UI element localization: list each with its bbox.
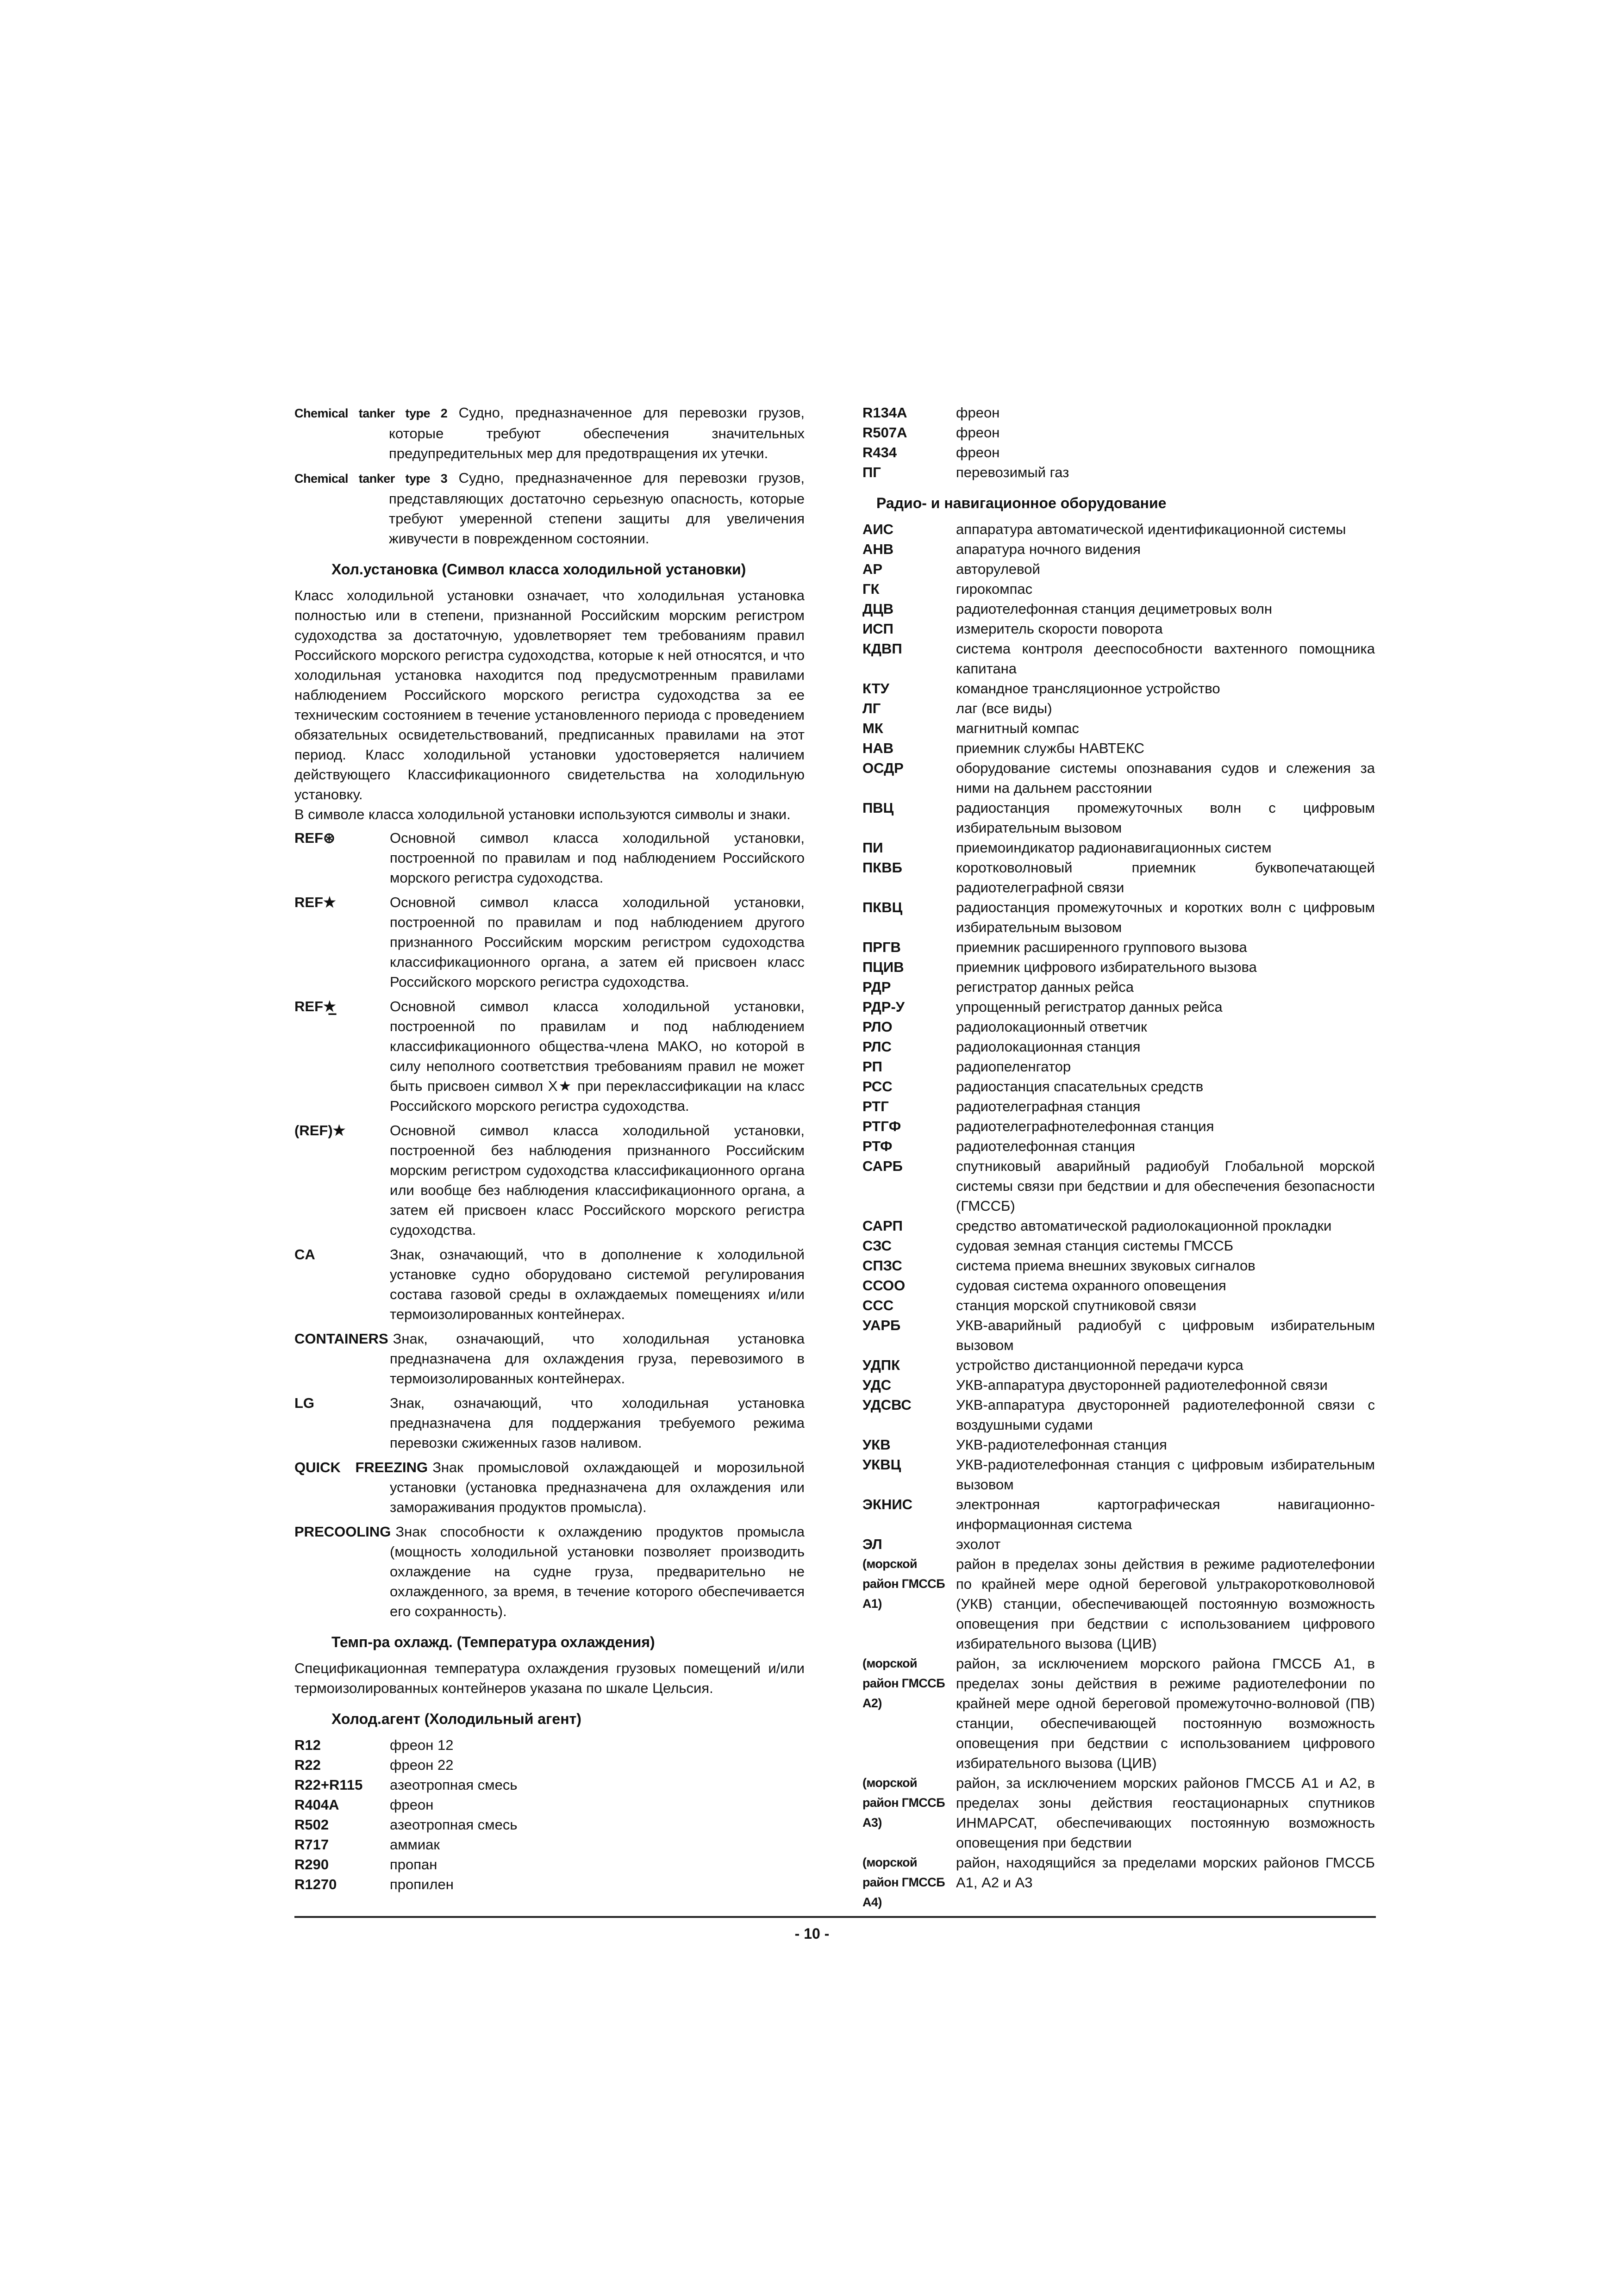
list-item	[862, 619, 1375, 639]
list-item	[862, 1554, 1375, 1654]
list-description: оборудование системы опознавания судов и слежения за ними на дальнем расстоянии	[956, 760, 1375, 796]
list-term: РТГ	[862, 1098, 889, 1114]
list-item	[862, 937, 1375, 957]
list-item	[862, 798, 1375, 838]
list-item	[862, 698, 1375, 718]
list-description: Знак, означающий, что холодильная установка предназначена для поддержания требуемого режима перевозки сжиженных газов наливом.	[390, 1395, 805, 1451]
list-item	[294, 1775, 805, 1795]
list-item	[294, 1755, 805, 1775]
list-term: R507A	[862, 424, 907, 441]
symbol-list	[294, 828, 805, 1621]
list-item	[862, 1375, 1375, 1395]
list-item	[294, 1120, 805, 1240]
list-description: район, находящийся за пределами морских районов ГМССБ А1, А2 и А3	[956, 1854, 1375, 1891]
list-term: REF★	[294, 894, 336, 910]
list-description: магнитный компас	[956, 720, 1079, 736]
list-item	[294, 996, 805, 1116]
list-description: приемник службы НАВТЕКС	[956, 740, 1145, 756]
list-term: R134A	[862, 404, 907, 421]
list-description: Знак, означающий, что в дополнение к холодильной установке судно оборудовано системой регулирования состава газовой среды в охлаждаемых помещениях и/или термоизолированных контейнерах.	[390, 1246, 805, 1322]
list-description: электронная картографическая навигационно-информационная система	[956, 1496, 1375, 1532]
list-item	[862, 639, 1375, 678]
list-item	[862, 423, 1375, 442]
list-description: район в пределах зоны действия в режиме радиотелефонии по крайней мере одной береговой ультракоротковолновой (УКВ) станции, обеспечивающей постоянную возможность оповещения при бедствии с использованием цифрового избирательного вызова (ЦИВ)	[956, 1556, 1375, 1652]
list-description: система приема внешних звуковых сигналов	[956, 1257, 1255, 1274]
list-description: фреон 22	[390, 1757, 454, 1773]
list-term: КДВП	[862, 641, 902, 657]
list-description: Основной символ класса холодильной установки, построенной по правилам и под наблюдением Российского морского регистра судоходства.	[390, 830, 805, 886]
list-description: измеритель скорости поворота	[956, 621, 1163, 637]
list-term: ССС	[862, 1297, 894, 1313]
list-term: R22+R115	[294, 1777, 363, 1793]
list-term: РЛС	[862, 1039, 892, 1055]
list-item	[862, 858, 1375, 897]
list-term: РТГФ	[862, 1118, 901, 1134]
right-column	[862, 403, 1375, 1912]
list-item	[862, 977, 1375, 997]
list-term: УДПК	[862, 1357, 900, 1373]
refrig-heading: Хол.установка (Символ класса холодильной установки)	[331, 561, 746, 578]
list-term: СПЗС	[862, 1257, 902, 1274]
list-term: QUICK FREEZING	[294, 1459, 428, 1475]
tanker-list	[294, 403, 805, 548]
list-term: МК	[862, 720, 883, 736]
list-term: (морской район ГМССБ А4)	[862, 1855, 945, 1909]
list-item	[862, 519, 1375, 539]
list-term: R290	[294, 1856, 329, 1873]
footer-rule	[294, 1916, 1376, 1918]
list-description: пропилен	[390, 1876, 454, 1892]
list-item	[862, 1853, 1375, 1912]
list-term: ПВЦ	[862, 800, 894, 816]
list-term: R1270	[294, 1876, 337, 1892]
list-term: КТУ	[862, 680, 889, 697]
radio-heading: Радио- и навигационное оборудование	[876, 495, 1167, 511]
list-item	[862, 1295, 1375, 1315]
list-term: ОСДР	[862, 760, 904, 776]
list-item	[862, 1494, 1375, 1534]
list-description: приемник расширенного группового вызова	[956, 939, 1247, 955]
list-item	[862, 403, 1375, 423]
list-term: R717	[294, 1836, 329, 1853]
list-item	[862, 1455, 1375, 1494]
list-term: УДС	[862, 1377, 892, 1393]
list-description: фреон	[956, 444, 1000, 460]
tanker-entry	[294, 468, 805, 548]
list-item	[294, 1874, 805, 1894]
tanker-term: Chemical tanker type 2	[294, 406, 448, 420]
list-item	[862, 1435, 1375, 1455]
list-term: R12	[294, 1737, 321, 1753]
list-description: авторулевой	[956, 561, 1040, 577]
list-item	[862, 1216, 1375, 1236]
list-term: УДСВС	[862, 1397, 912, 1413]
list-item	[294, 1815, 805, 1835]
list-description: фреон	[956, 404, 1000, 421]
list-item	[294, 1457, 805, 1517]
list-description: азеотропная смесь	[390, 1817, 518, 1833]
list-term: СЗС	[862, 1238, 892, 1254]
list-description: перевозимый газ	[956, 464, 1069, 480]
list-item	[294, 1244, 805, 1324]
list-item	[862, 1256, 1375, 1276]
list-term: РП	[862, 1058, 882, 1075]
list-description: гирокомпас	[956, 581, 1033, 597]
list-term: R22	[294, 1757, 321, 1773]
list-term: ССОО	[862, 1277, 906, 1294]
list-description: район, за исключением морских районов ГМССБ А1 и А2, в пределах зоны действия геостационарных спутников ИНМАРСАТ, обеспечивающих постоянную возможность оповещения при бедствии	[956, 1775, 1375, 1851]
list-description: азеотропная смесь	[390, 1777, 518, 1793]
list-description: радиотелеграфная станция	[956, 1098, 1141, 1114]
list-description: радиостанция промежуточных и коротких волн с цифровым избирательным вызовом	[956, 899, 1375, 935]
list-description: УКВ-радиотелефонная станция с цифровым избирательным вызовом	[956, 1456, 1375, 1493]
list-item	[862, 462, 1375, 482]
list-item	[862, 1315, 1375, 1355]
list-term: АНВ	[862, 541, 894, 557]
list-item	[862, 1076, 1375, 1096]
list-term: (морской район ГМССБ А2)	[862, 1656, 945, 1710]
list-item	[862, 1395, 1375, 1435]
list-term: ПРГВ	[862, 939, 901, 955]
tanker-entry	[294, 403, 805, 463]
list-item	[294, 1329, 805, 1388]
list-term: САРБ	[862, 1158, 903, 1174]
left-column	[294, 403, 805, 1894]
list-term: ПГ	[862, 464, 881, 480]
list-term: LG	[294, 1395, 315, 1411]
refrig-paragraph-2: В символе класса холодильной установки используются символы и знаки.	[294, 806, 791, 822]
list-item	[862, 1136, 1375, 1156]
list-description: упрощенный регистратор данных рейса	[956, 999, 1223, 1015]
list-item	[862, 1276, 1375, 1295]
list-item	[862, 1037, 1375, 1057]
list-description: УКВ-радиотелефонная станция	[956, 1437, 1167, 1453]
list-description: радиолокационный ответчик	[956, 1019, 1147, 1035]
list-term: ЛГ	[862, 700, 881, 716]
list-description: фреон 12	[390, 1737, 454, 1753]
list-description: приемник цифрового избирательного вызова	[956, 959, 1257, 975]
list-description: аммиак	[390, 1836, 440, 1853]
list-term: (морской район ГМССБ А3)	[862, 1776, 945, 1829]
list-description: УКВ-аппаратура двусторонней радиотелефонной связи	[956, 1377, 1328, 1393]
list-item	[862, 559, 1375, 579]
list-item	[294, 892, 805, 992]
list-term: CA	[294, 1246, 315, 1263]
list-term: R434	[862, 444, 897, 460]
list-term: ГК	[862, 581, 880, 597]
list-term: УКВЦ	[862, 1456, 901, 1473]
list-description: район, за исключением морского района ГМССБ А1, в пределах зоны действия в режиме радиотелефонии по крайней мере одной береговой промежуточно-волновой (ПВ) станции, обеспечивающей постоянную возможность оповещения при бедствии с использованием цифрового избирательного вызова (ЦИВ)	[956, 1655, 1375, 1771]
list-term: ЭЛ	[862, 1536, 882, 1552]
list-item	[862, 738, 1375, 758]
list-term: ИСП	[862, 621, 893, 637]
list-description: радиолокационная станция	[956, 1039, 1141, 1055]
list-description: фреон	[390, 1797, 434, 1813]
freon-list	[862, 403, 1375, 482]
list-term: R404A	[294, 1797, 339, 1813]
list-term: REF⊛	[294, 830, 335, 846]
list-description: УКВ-аппаратура двусторонней радиотелефонной связи с воздушными судами	[956, 1397, 1375, 1433]
list-description: коротковолновый приемник буквопечатающей радиотелеграфной связи	[956, 859, 1375, 896]
list-item	[294, 1393, 805, 1453]
list-description: фреон	[956, 424, 1000, 441]
list-term: РТФ	[862, 1138, 893, 1154]
list-description: лаг (все виды)	[956, 700, 1052, 716]
list-item	[862, 838, 1375, 858]
list-item	[862, 579, 1375, 599]
list-term: ПЦИВ	[862, 959, 904, 975]
list-item	[862, 1355, 1375, 1375]
list-description: спутниковый аварийный радиобуй Глобальной морской системы связи при бедствии и для обеспечения безопасности (ГМССБ)	[956, 1158, 1375, 1214]
list-item	[294, 1854, 805, 1874]
list-item	[862, 1156, 1375, 1216]
list-term: УАРБ	[862, 1317, 901, 1333]
tanker-term: Chemical tanker type 3	[294, 472, 448, 485]
list-item	[294, 1522, 805, 1621]
list-item	[862, 599, 1375, 619]
list-description: система контроля дееспособности вахтенного помощника капитана	[956, 641, 1375, 677]
list-description: командное трансляционное устройство	[956, 680, 1220, 697]
list-description: устройство дистанционной передачи курса	[956, 1357, 1243, 1373]
list-item	[862, 957, 1375, 977]
agent-heading: Холод.агент (Холодильный агент)	[331, 1711, 581, 1727]
list-item	[862, 758, 1375, 798]
list-item	[294, 1795, 805, 1815]
agent-list	[294, 1735, 805, 1894]
page-number: - 10 -	[794, 1925, 830, 1942]
list-term: УКВ	[862, 1437, 891, 1453]
list-term: REF★̲	[294, 998, 336, 1014]
list-description: регистратор данных рейса	[956, 979, 1134, 995]
list-term: РДР	[862, 979, 891, 995]
temp-heading: Темп-ра охлажд. (Температура охлаждения)	[331, 1634, 655, 1650]
list-item	[862, 1116, 1375, 1136]
list-item	[862, 1773, 1375, 1853]
list-term: АИС	[862, 521, 894, 537]
list-term: САРП	[862, 1218, 903, 1234]
list-description: апаратура ночного видения	[956, 541, 1141, 557]
list-term: РДР-У	[862, 999, 905, 1015]
list-description: Основной символ класса холодильной установки, построенной без наблюдения признанного Российским морским регистром судоходства классификационного органа или вообще без наблюдения классификационного органа, а затем ей присвоен класс Российского морского регистра судоходства.	[390, 1122, 805, 1238]
list-item	[294, 1835, 805, 1854]
list-description: Знак способности к охлаждению продуктов промысла (мощность холодильной установки позволяет производить охлаждение на судне груза, предварительно не охлажденного, за время, в течение которого обеспечивается его сохранность).	[390, 1524, 805, 1619]
list-description: станция морской спутниковой связи	[956, 1297, 1197, 1313]
list-description: Знак промысловой охлаждающей и морозильной установки (установка предназначена для охлаждения или замораживания продуктов промысла).	[390, 1459, 805, 1515]
list-item	[862, 1096, 1375, 1116]
list-description: эхолот	[956, 1536, 1001, 1552]
temp-paragraph: Спецификационная температура охлаждения грузовых помещений и/или термоизолированных контейнеров указана по шкале Цельсия.	[294, 1660, 805, 1696]
list-item	[294, 1735, 805, 1755]
list-term: CONTAINERS	[294, 1331, 388, 1347]
list-term: ПКВЦ	[862, 899, 903, 915]
list-term: R502	[294, 1817, 329, 1833]
list-description: радиостанция спасательных средств	[956, 1078, 1204, 1095]
list-description: средство автоматической радиолокационной прокладки	[956, 1218, 1332, 1234]
list-item	[862, 539, 1375, 559]
abbr-list	[862, 519, 1375, 1912]
list-description: пропан	[390, 1856, 437, 1873]
list-item	[862, 678, 1375, 698]
list-term: РСС	[862, 1078, 893, 1095]
list-description: приемоиндикатор радионавигационных систем	[956, 840, 1272, 856]
list-item	[294, 828, 805, 888]
list-description: радиостанция промежуточных волн с цифровым избирательным вызовом	[956, 800, 1375, 836]
list-term: ПКВБ	[862, 859, 902, 876]
tanker-description: Судно, предназначенное для перевозки грузов, представляющих достаточно серьезную опасность, которые требуют умеренной степени защиты для увеличения живучести в поврежденном состоянии.	[389, 470, 805, 547]
list-term: НАВ	[862, 740, 894, 756]
list-description: судовая система охранного оповещения	[956, 1277, 1226, 1294]
list-description: УКВ-аварийный радиобуй с цифровым избирательным вызовом	[956, 1317, 1375, 1353]
refrig-paragraph: Класс холодильной установки означает, что холодильная установка полностью или в степени, признанной Российским морским регистром судоходства за достаточную, удовлетворяет тем требованиям правил Российского морского регистра судоходства, которые к ней относятся, и что холодильная установка находится под предусмотренным правилами наблюдением Российского морского регистра судоходства за ее техническим состоянием в течение установленного периода с проведением обязательных освидетельствований, предписанных правилами на этот период. Класс холодильной установки удостоверяется наличием действующего Классификационного свидетельства на холодильную установку.	[294, 587, 805, 803]
list-term: (REF)★	[294, 1122, 346, 1139]
list-term: (морской район ГМССБ А1)	[862, 1557, 945, 1611]
list-term: РЛО	[862, 1019, 893, 1035]
list-description: радиотелефонная станция	[956, 1138, 1136, 1154]
list-item	[862, 718, 1375, 738]
list-description: аппаратура автоматической идентификационной системы	[956, 521, 1346, 537]
tanker-description: Судно, предназначенное для перевозки грузов, которые требуют обеспечения значительных предупредительных мер для предотвращения их утечки.	[389, 404, 805, 461]
list-term: ДЦВ	[862, 601, 894, 617]
list-term: ПИ	[862, 840, 883, 856]
list-description: радиотелеграфнотелефонная станция	[956, 1118, 1214, 1134]
list-item	[862, 1017, 1375, 1037]
list-description: судовая земная станция системы ГМССБ	[956, 1238, 1234, 1254]
list-term: АР	[862, 561, 883, 577]
list-item	[862, 897, 1375, 937]
list-item	[862, 442, 1375, 462]
list-description: Основной символ класса холодильной установки, построенной по правилам и под наблюдением классификационного общества-члена МАКО, но которой в силу неполного соответствия требованиям правил не может быть присвоен символ X★ при переклассификации на класс Российского морского регистра судоходства.	[390, 998, 805, 1114]
list-item	[862, 1654, 1375, 1773]
list-description: радиопеленгатор	[956, 1058, 1071, 1075]
list-description: радиотелефонная станция дециметровых волн	[956, 601, 1272, 617]
list-description: Основной символ класса холодильной установки, построенной по правилам и под наблюдением другого признанного Российским морским регистром судоходства классификационного органа, а затем ей присвоен класс Российского морского регистра судоходства.	[390, 894, 805, 990]
list-description: Знак, означающий, что холодильная установка предназначена для охлаждения груза, перевозимого в термоизолированных контейнерах.	[390, 1331, 805, 1387]
list-item	[862, 1236, 1375, 1256]
list-item	[862, 1534, 1375, 1554]
list-item	[862, 997, 1375, 1017]
list-item	[862, 1057, 1375, 1076]
list-term: ЭКНИС	[862, 1496, 913, 1512]
list-term: PRECOOLING	[294, 1524, 391, 1540]
